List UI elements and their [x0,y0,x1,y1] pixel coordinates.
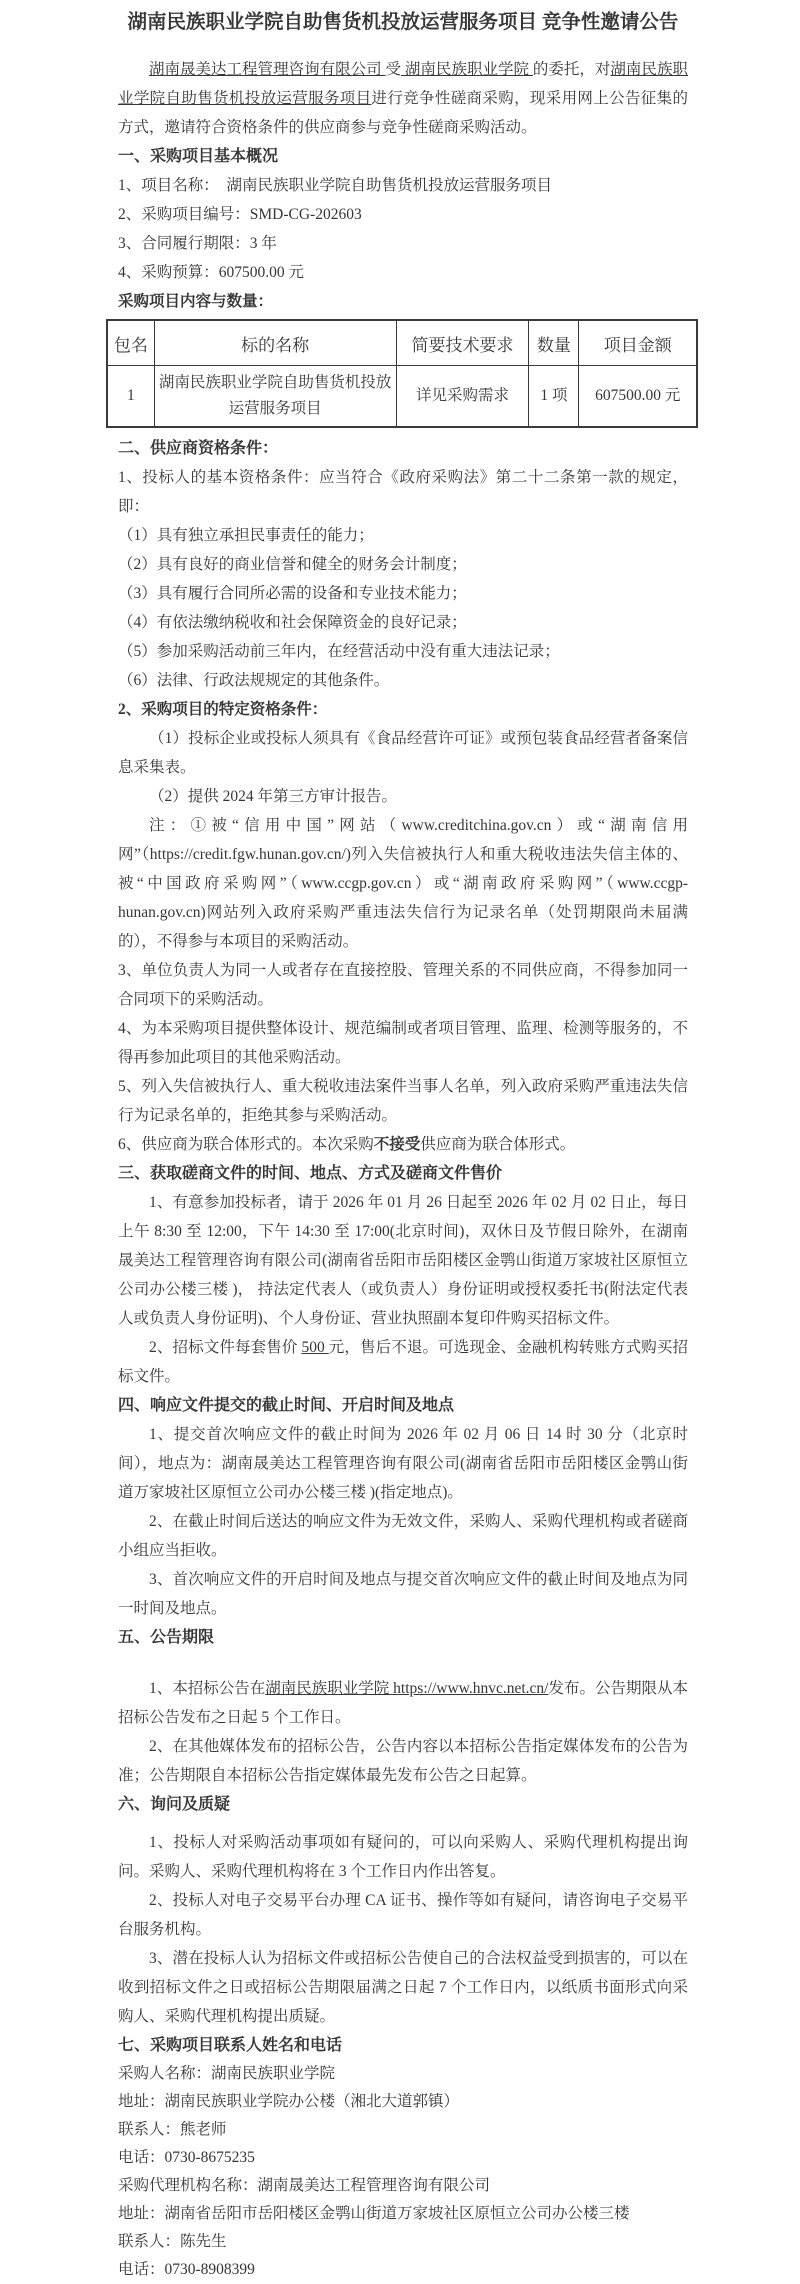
section-2-heading: 二、供应商资格条件： [118,440,279,457]
consortium-clause [118,1130,688,1159]
agency-name-underlined: 湖南晟美达工程管理咨询有限公司 [149,61,386,78]
specific-qualification-heading: 2、采购项目的特定资格条件： [118,701,328,718]
section-7-heading: 七、采购项目联系人姓名和电话 [118,2037,343,2054]
section-inquiry-challenge [118,1790,688,2031]
consortium-text-tail: 供应商为联合体形式。 [420,1136,576,1153]
section-6-heading: 六、询问及质疑 [118,1796,231,1813]
deadline-line: 1、提交首次响应文件的截止时间为 2026 年 02 月 06 日 14 时 30 分（北京时间），地点为：湖南晟美达工程管理咨询有限公司(湖南省岳阳市岳阳楼区金鹗山街道万家坡社区原恒立公司办公楼三楼 )(指定地点)。 [118,1426,688,1501]
section-project-overview [113,142,688,428]
agency-contact-person: 联系人：陈先生 [118,2233,227,2250]
section-document-acquisition [118,1159,688,1391]
section-announcement-period [118,1623,688,1790]
intro-text: 受 [385,61,402,78]
purchaser-address: 地址：湖南民族职业学院办公楼（湘北大道郭镇） [118,2093,460,2110]
cell-package: 1 [107,366,154,428]
price-value-underlined: 500 [301,1339,329,1356]
qualification-item-5: （5）参加采购活动前三年内，在经营活动中没有重大违法记录； [118,643,560,660]
project-number-line: 2、采购项目编号：SMD-CG-202603 [118,206,362,223]
inquiry-clause: 1、投标人对采购活动事项如有疑问的，可以向采购人、采购代理机构提出询问。采购人、采购代理机构将在 3 个工作日内作出答复。 [118,1834,688,1880]
col-header-quantity: 数量 [529,320,579,366]
consortium-text: 6、供应商为联合体形式的。本次采购 [118,1136,374,1153]
cell-amount: 607500.00 元 [579,366,697,428]
col-header-amount: 项目金额 [579,320,697,366]
purchaser-name: 采购人名称：湖南民族职业学院 [118,2065,336,2082]
price-text-tail: 元，售后不退。可选现金、金融机构转账方式购买招标文件。 [118,1339,688,1385]
table-row [107,366,697,428]
intro-paragraph [118,55,688,142]
specific-qualification-1: （1）投标企业或投标人须具有《食品经营许可证》或预包装食品经营者备案信息采集表。 [118,730,688,776]
section-5-heading: 五、公告期限 [118,1629,215,1646]
other-media-clause: 2、在其他媒体发布的招标公告，公告内容以本招标公告指定媒体发布的公告为准；公告期限自本招标公告指定媒体最先发布公告之日起算。 [118,1738,688,1784]
section-response-deadline [118,1391,688,1623]
qualification-item-6: （6）法律、行政法规规定的其他条件。 [118,672,390,689]
cell-subject: 湖南民族职业学院自助售货机投放运营服务项目 [154,366,396,428]
late-submission-clause: 2、在截止时间后送达的响应文件为无效文件，采购人、采购代理机构或者磋商小组应当拒收。 [118,1513,688,1559]
section-3-heading: 三、获取磋商文件的时间、地点、方式及磋商文件售价 [118,1165,503,1182]
purchaser-contact-person: 联系人：熊老师 [118,2121,227,2138]
challenge-clause: 3、潜在投标人认为招标文件或招标公告使自己的合法权益受到损害的，可以在收到招标文件之日或招标公告期限届满之日起 7 个工作日内，以纸质书面形式向采购人、采购代理机构提出质疑。 [118,1950,688,2025]
table-label: 采购项目内容与数量： [118,293,274,310]
qualification-item-1: （1）具有独立承担民事责任的能力； [118,527,374,544]
ca-certificate-clause: 2、投标人对电子交易平台办理 CA 证书、操作等如有疑问，请咨询电子交易平台服务机构。 [118,1892,688,1938]
hnvc-website-underlined: 湖南民族职业学院 https://www.hnvc.net.cn/ [265,1680,549,1697]
intro-text: 的委托，对 [532,61,611,78]
table-header-row [107,320,697,366]
publication-text: 1、本招标公告在 [149,1680,266,1697]
col-header-package: 包名 [107,320,154,366]
agency-phone: 电话：0730-8908399 [118,2261,255,2278]
intro-text: 进行竞争性磋商采购，现采用网上公告征集的方式，邀请符合资格条件的供应商参与竞争性磋商采购活动。 [118,90,688,136]
same-principal-clause: 3、单位负责人为同一人或者存在直接控股、管理关系的不同供应商，不得参加同一合同项下的采购活动。 [118,962,688,1008]
agency-name: 采购代理机构名称：湖南晟美达工程管理咨询有限公司 [118,2177,491,2194]
procurement-items-table [106,319,698,428]
section-supplier-qualifications [118,434,688,1159]
opening-time-clause: 3、首次响应文件的开启时间及地点与提交首次响应文件的截止时间及地点为同一时间及地点。 [118,1571,688,1617]
project-name-underlined: 湖南民族职业学院自助售货机投放运营服务项目 [118,61,688,107]
agency-address: 地址：湖南省岳阳市岳阳楼区金鹗山街道万家坡社区原恒立公司办公楼三楼 [118,2205,630,2222]
credit-note-paragraph: 注：①被“信用中国”网站（www.creditchina.gov.cn）或“湖南信用网”（https://credit.fgw.hunan.gov.cn/)列入失信被执行人和重大税收违法失信主体的、被“中国政府采购网”（www.ccgp.gov.cn）或“湖南政府采购网”（www.ccgp-hunan.gov.cn)网站列入政府采购严重违法失信行为记录名单（处罚期限尚未届满的），不得参与本项目的采购活动。 [118,817,688,950]
project-name-line: 1、项目名称： 湖南民族职业学院自助售货机投放运营服务项目 [118,177,553,194]
cell-quantity: 1 项 [529,366,579,428]
not-accepted-bold: 不接受 [373,1136,421,1153]
section-1-heading: 一、采购项目基本概况 [118,148,279,165]
purchaser-phone: 电话：0730-8675235 [118,2149,255,2166]
document-title: 湖南民族职业学院自助售货机投放运营服务项目 竞争性邀请公告 [127,12,679,33]
basic-qualification-intro: 1、投标人的基本资格条件：应当符合《政府采购法》第二十二条第一款的规定，即： [118,469,688,515]
qualification-item-4: （4）有依法缴纳税收和社会保障资金的良好记录； [118,614,467,631]
price-text: 2、招标文件每套售价 [149,1339,302,1356]
section-4-heading: 四、响应文件提交的截止时间、开启时间及地点 [118,1397,455,1414]
publication-text-tail: 发布。公告期限从本招标公告发布之日起 5 个工作日。 [118,1680,688,1726]
qualification-item-3: （3）具有履行合同所必需的设备和专业技术能力； [118,585,467,602]
dishonesty-list-clause: 5、列入失信被执行人、重大税收违法案件当事人名单，列入政府采购严重违法失信行为记录名单的，拒绝其参与采购活动。 [118,1078,688,1124]
contract-term-line: 3、合同履行期限：3 年 [118,235,277,252]
qualification-item-2: （2）具有良好的商业信誉和健全的财务会计制度； [118,556,467,573]
cell-tech-req: 详见采购需求 [396,366,529,428]
purchaser-name-underlined: 湖南民族职业学院 [401,61,533,78]
acquisition-time-place: 1、有意参加投标者，请于 2026 年 01 月 26 日起至 2026 年 02 月 02 日止，每日上午 8:30 至 12:00，下午 14:30 至 17:00(北京时间)，双休日及节假日除外，在湖南晟美达工程管理咨询有限公司(湖南省岳阳市岳阳楼区金鹗山街道万家坡社区原恒立公司办公楼三楼 )， 持法定代表人（或负责人）身份证明或授权委托书(附法定代表人或负责人身份证明)、个人身份证、营业执照副本复印件购买招标文件。 [118,1194,688,1327]
section-contacts [118,2031,688,2284]
document-price-line [118,1333,688,1391]
design-service-clause: 4、为本采购项目提供整体设计、规范编制或者项目管理、监理、检测等服务的，不得再参加此项目的其他采购活动。 [118,1020,688,1066]
budget-line: 4、采购预算：607500.00 元 [118,264,305,281]
specific-qualification-2: （2）提供 2024 年第三方审计报告。 [149,788,398,805]
col-header-tech-req: 简要技术要求 [396,320,529,366]
publication-line [118,1674,688,1732]
col-header-subject: 标的名称 [154,320,396,366]
